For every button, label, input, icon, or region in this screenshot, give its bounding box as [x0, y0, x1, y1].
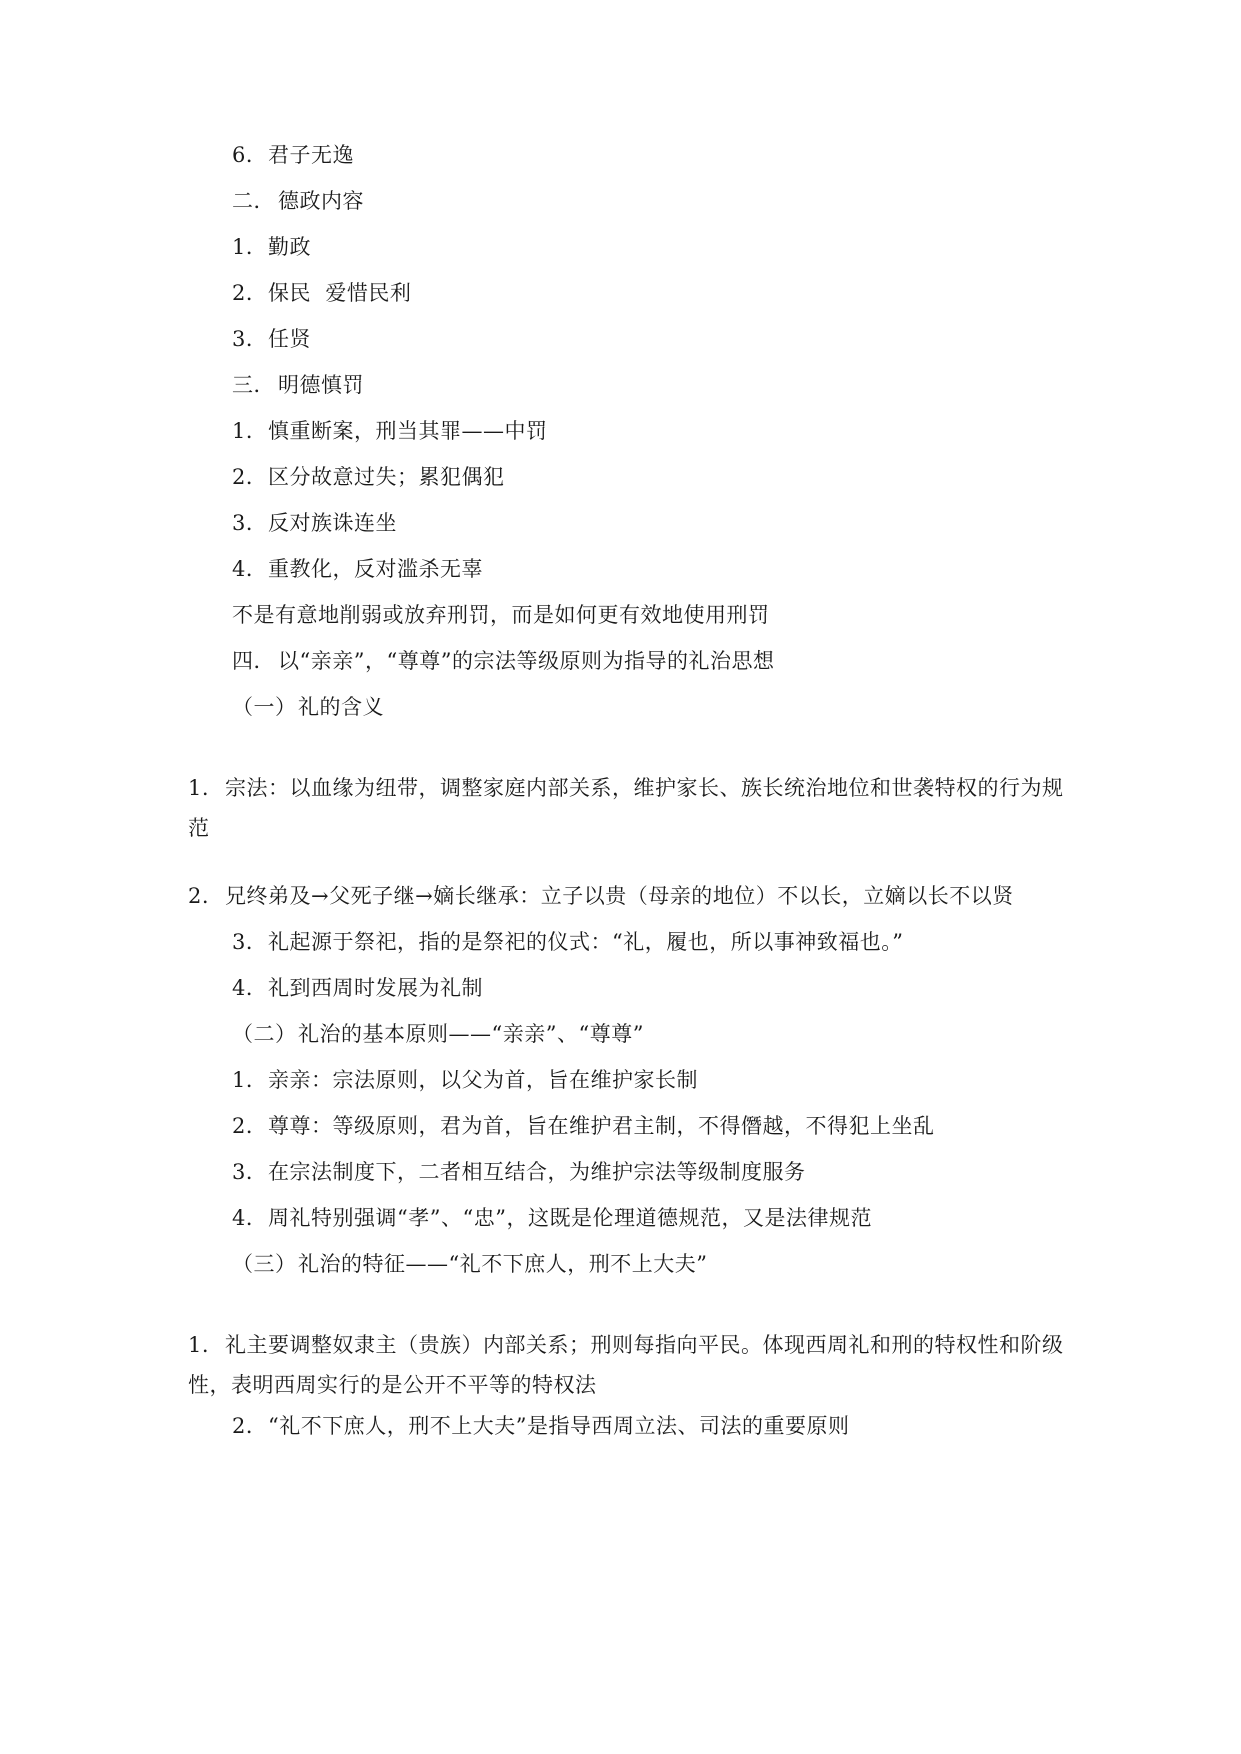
item-text: 尊尊：等级原则，君为首，旨在维护君主制，不得僭越，不得犯上坐乱 [268, 1114, 935, 1138]
item-number: 1． [232, 419, 268, 443]
subheading-text: 礼治的基本原则——“亲亲”、“尊尊” [298, 1022, 644, 1046]
heading-text: 以“亲亲”，“尊尊”的宗法等级原则为指导的礼治思想 [278, 649, 775, 673]
list-item [232, 279, 411, 307]
item-number: 3． [232, 511, 268, 535]
item-text: 反对族诛连坐 [268, 511, 397, 535]
item-text: 礼起源于祭祀，指的是祭祀的仪式：“礼，履也，所以事神致福也。” [268, 930, 904, 954]
list-item [232, 233, 311, 261]
item-text: 重教化，反对滥杀无辜 [268, 557, 483, 581]
item-number: 1． [232, 235, 268, 259]
list-item [232, 1204, 872, 1232]
list-item [232, 1412, 849, 1440]
subheading-text: 礼的含义 [298, 695, 384, 719]
item-number: 3． [232, 930, 268, 954]
subheading-number: （一） [232, 695, 297, 719]
subheading-number: （三） [232, 1252, 297, 1276]
heading-number: 三． [232, 373, 275, 397]
item-text: 任贤 [268, 327, 311, 351]
list-item [232, 325, 311, 353]
list-item [232, 463, 505, 491]
list-item [232, 141, 354, 169]
paragraph-text: 兄终弟及→父死子继→嫡长继承：立子以贵（母亲的地位）不以长，立嫡以长不以贤 [225, 884, 1014, 908]
item-number: 2． [232, 465, 268, 489]
heading-text: 德政内容 [278, 189, 364, 213]
item-text: 礼到西周时发展为礼制 [268, 976, 483, 1000]
list-item [232, 417, 548, 445]
paragraph-number: 1. [188, 776, 210, 800]
item-number: 4． [232, 1206, 268, 1230]
item-text: 慎重断案，刑当其罪——中罚 [268, 419, 548, 443]
paragraph [188, 876, 1068, 916]
paragraph [188, 1325, 1068, 1405]
heading-text: 明德慎罚 [278, 373, 364, 397]
list-item [232, 509, 397, 537]
section-heading [232, 187, 364, 215]
item-text: 勤政 [268, 235, 311, 259]
section-heading [232, 647, 774, 675]
item-number: 3． [232, 1160, 268, 1184]
list-item [232, 1158, 806, 1186]
item-text: 君子无逸 [268, 143, 354, 167]
item-text: 周礼特别强调“孝”、“忠”，这既是伦理道德规范，又是法律规范 [268, 1206, 872, 1230]
item-number: 4． [232, 557, 268, 581]
section-heading [232, 371, 364, 399]
item-number: 6． [232, 143, 268, 167]
body-text [232, 601, 770, 629]
heading-number: 二． [232, 189, 275, 213]
item-text: 保民 爱惜民利 [268, 281, 412, 305]
item-text: “礼不下庶人，刑不上大夫”是指导西周立法、司法的重要原则 [268, 1414, 850, 1438]
item-number: 2． [232, 1114, 268, 1138]
item-text: 在宗法制度下，二者相互结合，为维护宗法等级制度服务 [268, 1160, 806, 1184]
list-item [232, 974, 483, 1002]
item-number: 3． [232, 327, 268, 351]
paragraph-number: 1. [188, 1333, 210, 1357]
item-text: 亲亲：宗法原则，以父为首，旨在维护家长制 [268, 1068, 698, 1092]
paragraph-number: 2. [188, 884, 210, 908]
paragraph-text: 宗法：以血缘为纽带，调整家庭内部关系，维护家长、族长统治地位和世袭特权的行为规范 [188, 776, 1064, 840]
subsection-heading [232, 1020, 644, 1048]
paragraph [188, 768, 1068, 848]
list-item [232, 928, 903, 956]
subsection-heading [232, 693, 384, 721]
paragraph-text: 礼主要调整奴隶主（贵族）内部关系；刑则每指向平民。体现西周礼和刑的特权性和阶级性，表明西周实行的是公开不平等的特权法 [188, 1333, 1064, 1397]
item-text: 区分故意过失；累犯偶犯 [268, 465, 505, 489]
subsection-heading [232, 1250, 707, 1278]
heading-number: 四． [232, 649, 275, 673]
item-number: 1． [232, 1068, 268, 1092]
item-number: 2． [232, 1414, 268, 1438]
note-text: 不是有意地削弱或放弃刑罚，而是如何更有效地使用刑罚 [232, 603, 770, 627]
subheading-number: （二） [232, 1022, 297, 1046]
list-item [232, 1112, 935, 1140]
list-item [232, 555, 483, 583]
list-item [232, 1066, 698, 1094]
subheading-text: 礼治的特征——“礼不下庶人，刑不上大夫” [298, 1252, 708, 1276]
item-number: 2． [232, 281, 268, 305]
item-number: 4． [232, 976, 268, 1000]
